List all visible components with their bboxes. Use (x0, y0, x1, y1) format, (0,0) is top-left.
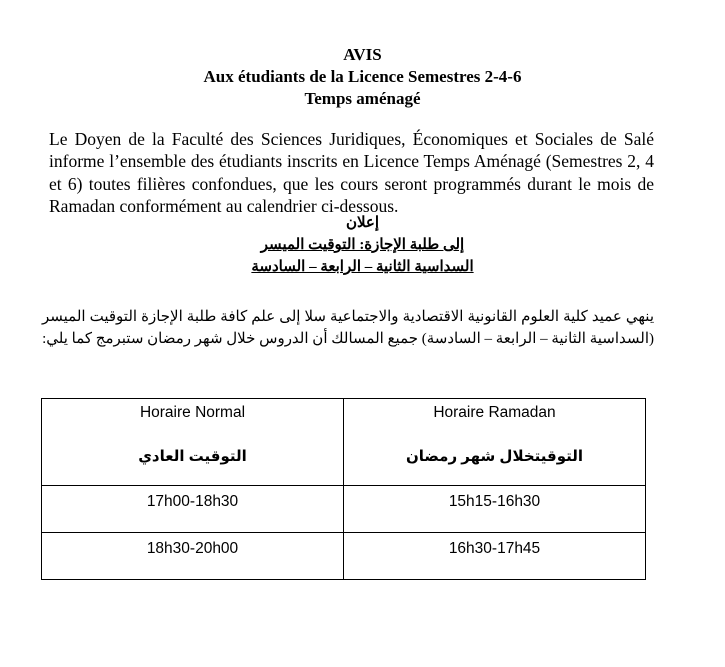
notice-title-block (0, 44, 725, 110)
ramadan-time-cell: 16h30-17h45 (344, 533, 646, 580)
header-ramadan-ar: التوقيتخلال شهر رمضان (405, 448, 584, 465)
french-announcement: Le Doyen de la Faculté des Sciences Juridiques, Économiques et Sociales de Salé informe l’ensemble des étudiants inscrits en Licence Temps Aménagé (Semestres 2, 4 et 6) toutes filières confondues, que les cours seront programmés durant le mois de Ramadan conformément au calendrier ci-dessous. (49, 129, 654, 217)
arabic-announcement: ينهي عميد كلية العلوم القانونية الاقتصادية والاجتماعية سلا إلى علم كافة طلبة الإجازة التوقيت الميسر (السداسية الثانية – الرابعة – السادسة) جميع المسالك أن الدروس خلال شهر رمضان ستبرمج كما يلي: (42, 309, 654, 347)
arabic-title-block (0, 212, 725, 278)
ramadan-time-cell: 15h15-16h30 (344, 486, 646, 533)
header-normal-ar: التوقيت العادي (138, 448, 247, 465)
header-ramadan-fr: Horaire Ramadan (433, 404, 556, 421)
normal-time-cell: 18h30-20h00 (42, 533, 344, 580)
header-ramadan (344, 399, 646, 486)
arabic-subtitle: إلى طلبة الإجازة: التوقيت الميسر (260, 237, 465, 253)
schedule-table (41, 398, 646, 580)
notice-title: AVIS (343, 45, 382, 64)
arabic-title: إعلان (345, 215, 380, 231)
table-row (42, 486, 646, 533)
arabic-semesters: السداسية الثانية – الرابعة – السادسة (251, 259, 474, 275)
notice-subtitle: Aux étudiants de la Licence Semestres 2-4-6 (203, 67, 522, 86)
notice-mode: Temps aménagé (304, 89, 421, 108)
table-row (42, 533, 646, 580)
normal-time-cell: 17h00-18h30 (42, 486, 344, 533)
header-normal-fr: Horaire Normal (139, 404, 246, 421)
schedule-header-row (42, 399, 646, 486)
header-normal (42, 399, 344, 486)
